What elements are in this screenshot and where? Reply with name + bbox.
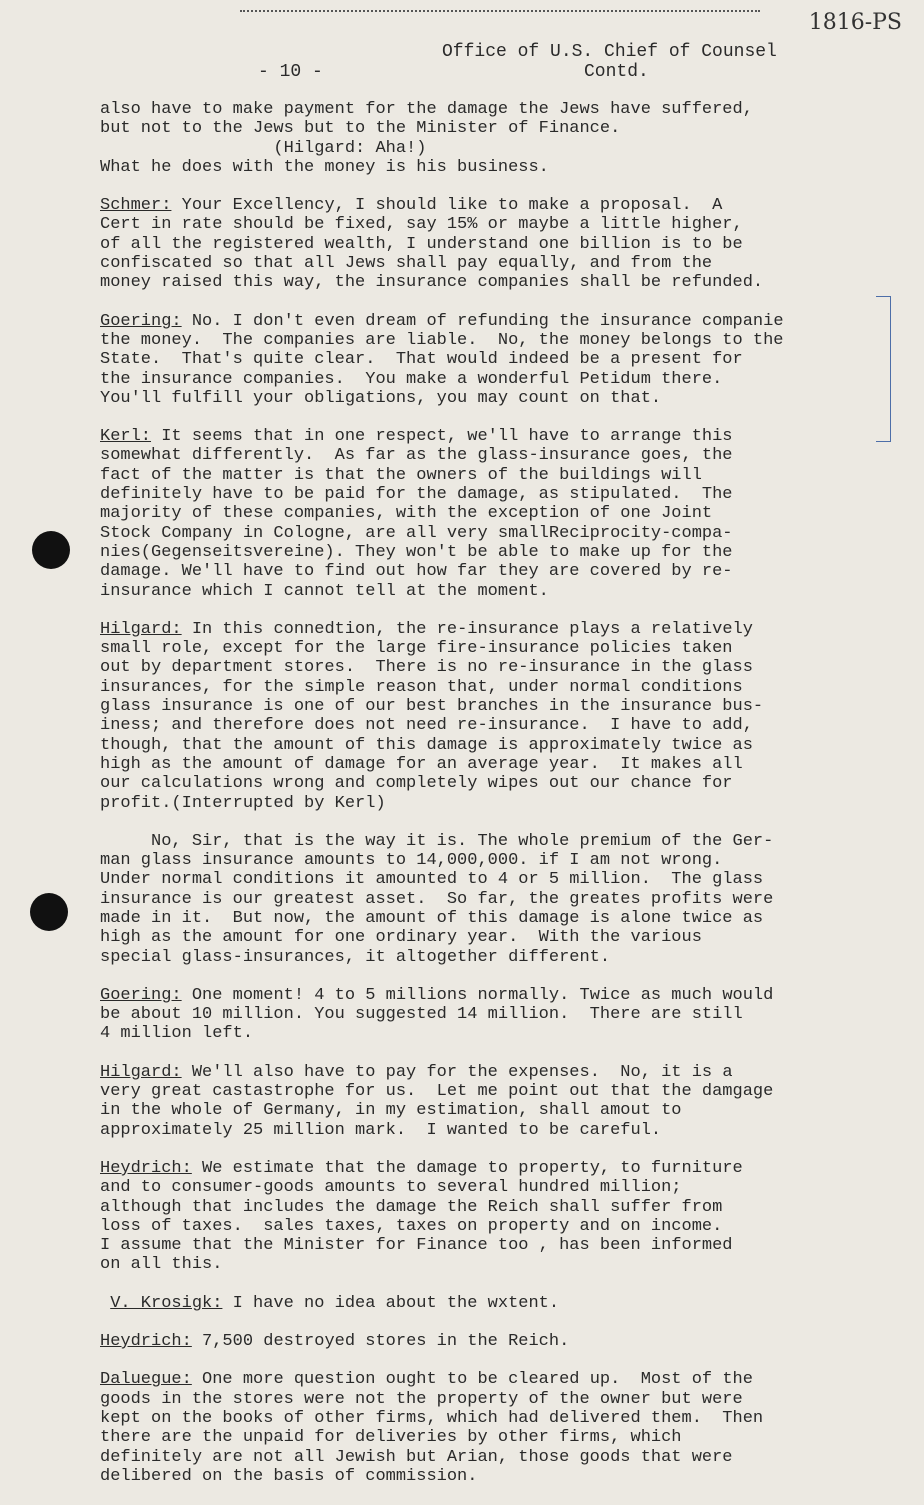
text-line: definitely have to be paid for the damage, as stipulated. The	[100, 485, 733, 505]
document-number: 1816-PS	[808, 10, 902, 35]
text-line: Daluegue: One more question ought to be cleared up. Most of the	[100, 1370, 753, 1390]
text-line: Under normal conditions it amounted to 4 or 5 million. The glass	[100, 870, 764, 890]
text-line: Kerl: It seems that in one respect, we'll have to arrange this	[100, 427, 733, 447]
text-line: Stock Company in Cologne, are all very smallReciprocity-compa-	[100, 523, 733, 543]
text-line: Schmer: Your Excellency, I should like to make a proposal. A	[100, 196, 723, 216]
text-line: confiscated so that all Jews shall pay equally, and from the	[100, 254, 713, 274]
text-line: You'll fulfill your obligations, you may count on that.	[100, 388, 662, 408]
text-line: Hilgard: In this connedtion, the re-insurance plays a relatively	[100, 619, 753, 639]
text-line: goods in the stores were not the property of the owner but were	[100, 1389, 743, 1409]
text-line: be about 10 million. You suggested 14 million. There are still	[100, 1005, 743, 1025]
text-line: out by department stores. There is no re-insurance in the glass	[100, 658, 753, 678]
text-line: 4 million left.	[100, 1024, 254, 1044]
transcript-paragraph	[100, 196, 870, 292]
text-line: damage. We'll have to find out how far they are covered by re-	[100, 562, 733, 582]
speaker-name: Hilgard:	[100, 619, 182, 639]
text-line: Goering: One moment! 4 to 5 millions normally. Twice as much would	[100, 985, 774, 1005]
speaker-name: Heydrich:	[100, 1158, 192, 1178]
speaker-name: Daluegue:	[100, 1370, 192, 1390]
text-line: on all this.	[100, 1255, 223, 1275]
text-line: definitely are not all Jewish but Arian, those goods that were	[100, 1447, 733, 1467]
text-line: high as the amount for one ordinary year. With the various	[100, 928, 702, 948]
punch-hole	[30, 893, 68, 931]
page-number: - 10 -	[258, 62, 323, 82]
text-line: delibered on the basis of commission.	[100, 1466, 478, 1486]
text-line: insurance which I cannot tell at the moment.	[100, 581, 549, 601]
text-line: though, that the amount of this damage is approximately twice as	[100, 735, 753, 755]
speaker-name: Schmer:	[100, 196, 172, 216]
transcript-paragraph	[100, 1294, 870, 1313]
text-line: Heydrich: 7,500 destroyed stores in the Reich.	[100, 1332, 570, 1352]
text-line: I assume that the Minister for Finance too , has been informed	[100, 1236, 733, 1256]
text-line: majority of these companies, with the exception of one Joint	[100, 504, 713, 524]
text-line: small role, except for the large fire-insurance policies taken	[100, 639, 733, 659]
text-line: high as the amount of damage for an average year. It makes all	[100, 754, 743, 774]
text-line: somewhat differently. As far as the glass-insurance goes, the	[100, 446, 733, 466]
speaker-name: Kerl:	[100, 427, 152, 447]
text-line: in the whole of Germany, in my estimation, shall amout to	[100, 1101, 682, 1121]
text-line: loss of taxes. sales taxes, taxes on property and on income.	[100, 1216, 723, 1236]
text-line: No, Sir, that is the way it is. The whole premium of the Ger-	[100, 831, 774, 851]
transcript-paragraph	[100, 620, 870, 813]
text-line: iness; and therefore does not need re-insurance. I have to add,	[100, 716, 753, 736]
office-header	[442, 42, 777, 82]
text-line: the insurance companies. You make a wonderful Petidum there.	[100, 369, 723, 389]
text-line: Hilgard: We'll also have to pay for the expenses. No, it is a	[100, 1062, 733, 1082]
office-title: Office of U.S. Chief of Counsel	[442, 42, 777, 62]
margin-bracket	[876, 296, 891, 442]
speaker-name: Hilgard:	[100, 1062, 182, 1082]
text-line: State. That's quite clear. That would indeed be a present for	[100, 350, 743, 370]
text-line: What he does with the money is his business.	[100, 157, 549, 177]
text-line: but not to the Jews but to the Minister of Finance.	[100, 119, 621, 139]
text-line: Cert in rate should be fixed, say 15% or maybe a little higher,	[100, 215, 743, 235]
top-dotted-line	[240, 10, 760, 12]
transcript-paragraph	[100, 1332, 870, 1351]
transcript-paragraph	[100, 1063, 870, 1140]
punch-hole	[32, 531, 70, 569]
text-line: of all the registered wealth, I understand one billion is to be	[100, 234, 743, 254]
text-line: made in it. But now, the amount of this damage is alone twice as	[100, 908, 764, 928]
transcript-paragraph	[100, 427, 870, 601]
speaker-name: V. Krosigk:	[110, 1293, 223, 1313]
text-line: glass insurance is one of our best branches in the insurance bus-	[100, 697, 764, 717]
text-line: nies(Gegenseitsvereine). They won't be able to make up for the	[100, 542, 733, 562]
speaker-name: Goering:	[100, 311, 182, 331]
transcript-paragraph	[100, 1370, 870, 1486]
text-line: fact of the matter is that the owners of the buildings will	[100, 465, 702, 485]
speaker-name: Goering:	[100, 985, 182, 1005]
text-line: V. Krosigk: I have no idea about the wxtent.	[110, 1293, 560, 1313]
text-line: also have to make payment for the damage the Jews have suffered,	[100, 100, 753, 119]
text-line: profit.(Interrupted by Kerl)	[100, 793, 386, 813]
text-line: although that includes the damage the Reich shall suffer from	[100, 1197, 723, 1217]
text-line: very great castastrophe for us. Let me point out that the damgage	[100, 1082, 774, 1102]
text-line: (Hilgard: Aha!)	[100, 138, 427, 158]
transcript-paragraph	[100, 312, 870, 408]
text-line: Goering: No. I don't even dream of refunding the insurance companie	[100, 311, 784, 331]
text-line: Heydrich: We estimate that the damage to property, to furniture	[100, 1158, 743, 1178]
speaker-name: Heydrich:	[100, 1332, 192, 1352]
text-line: approximately 25 million mark. I wanted to be careful.	[100, 1120, 662, 1140]
transcript-paragraph	[100, 100, 870, 177]
text-line: money raised this way, the insurance companies shall be refunded.	[100, 273, 764, 293]
transcript-paragraph	[100, 1159, 870, 1275]
text-line: special glass-insurances, it altogether different.	[100, 947, 611, 967]
contd-label: Contd.	[584, 62, 649, 82]
text-line: our calculations wrong and completely wipes out our chance for	[100, 774, 733, 794]
text-line: insurances, for the simple reason that, under normal conditions	[100, 677, 743, 697]
text-line: there are the unpaid for deliveries by other firms, which	[100, 1428, 682, 1448]
text-line: and to consumer-goods amounts to several hundred million;	[100, 1178, 682, 1198]
text-line: kept on the books of other firms, which had delivered them. Then	[100, 1408, 764, 1428]
text-line: insurance is our greatest asset. So far, the greates profits were	[100, 889, 774, 909]
text-line: the money. The companies are liable. No, the money belongs to the	[100, 330, 784, 350]
transcript-paragraph	[100, 986, 870, 1044]
transcript-body	[100, 100, 870, 1505]
transcript-paragraph	[100, 832, 870, 967]
text-line: man glass insurance amounts to 14,000,000. if I am not wrong.	[100, 851, 723, 871]
